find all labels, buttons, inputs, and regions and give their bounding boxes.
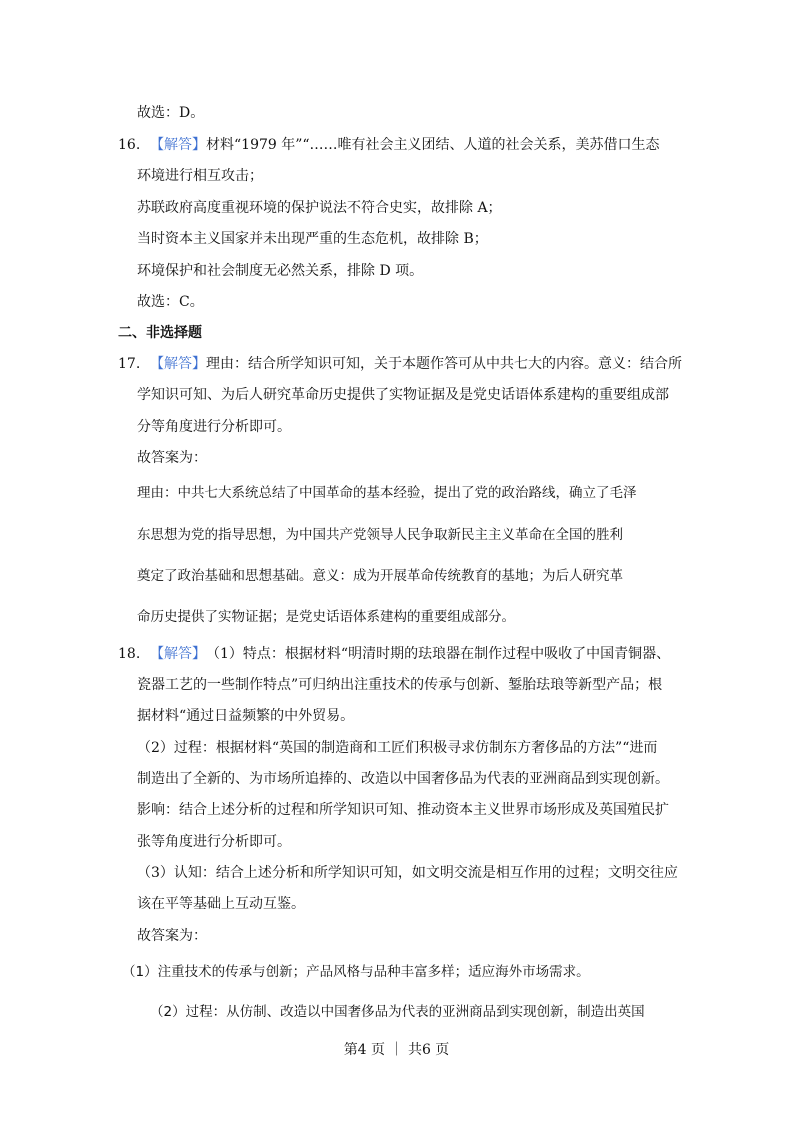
answer-line: 当时资本主义国家并未出现严重的生态危机，故排除 B； (137, 231, 488, 247)
answer-line: 影响：结合上述分析的过程和所学知识可知、推动资本主义世界市场形成及英国殖民扩 (137, 802, 669, 818)
answer-line: 瓷器工艺的一些制作特点”可归纳出注重技术的传承与创新、錾胎珐琅等新型产品；根 (137, 677, 663, 693)
answer-tag: 【解答】 (150, 356, 206, 372)
answer-line: 分等角度进行分析即可。 (137, 419, 291, 435)
answer-line: （1）特点：根据材料“明清时期的珐琅器在制作过程中吸收了中国青铜器、 (206, 646, 671, 662)
answer-line: 故选：D。 (137, 105, 205, 121)
answer-line: （3）认知：结合上述分析和所学知识可知，如文明交流是相互作用的过程；文明交往应 (137, 865, 678, 881)
answer-line: （1）注重技术的传承与创新；产品风格与品种丰富多样；适应海外市场需求。 (122, 964, 590, 980)
answer-line: 环境进行相互攻击； (137, 168, 263, 184)
answer-line: 苏联政府高度重视环境的保护说法不符合史实，故排除 A； (137, 200, 502, 216)
answer-tag: 【解答】 (150, 137, 206, 153)
answer-line: 故答案为： (137, 928, 207, 944)
question-number: 17. (118, 356, 141, 372)
answer-line: 制造出了全新的、为市场所追捧的、改造以中国奢侈品为代表的亚洲商品到实现创新。 (137, 771, 669, 787)
answer-line: 故答案为： (137, 450, 207, 466)
answer-line: 理由：结合所学知识可知，关于本题作答可从中共七大的内容。意义：结合所 (206, 356, 682, 372)
answer-line: 据材料“通过日益频繁的中外贸易。 (137, 708, 355, 724)
answer-line: 张等角度进行分析即可。 (137, 834, 291, 850)
answer-line: 学知识可知、为后人研究革命历史提供了实物证据及是党史话语体系建构的重要组成部 (137, 387, 669, 403)
answer-tag: 【解答】 (150, 646, 206, 662)
answer-line: 奠定了政治基础和思想基础。意义：成为开展革命传统教育的基地；为后人研究革 (137, 568, 623, 584)
question-number: 16. (118, 137, 141, 153)
page-footer: 第4 页 ｜ 共6 页 (343, 1042, 450, 1058)
answer-line: 东思想为党的指导思想，为中国共产党领导人民争取新民主主义革命在全国的胜利 (137, 527, 623, 543)
answer-line: 命历史提供了实物证据；是党史话语体系建构的重要组成部分。 (137, 609, 515, 625)
answer-line: 故选：C。 (137, 294, 204, 310)
answer-line: （2）过程：根据材料“英国的制造商和工匠们积极寻求仿制东方奢侈品的方法”“进而 (137, 740, 658, 756)
answer-line: 该在平等基础上互动互鉴。 (137, 896, 305, 912)
section-heading: 二、非选择题 (118, 325, 202, 341)
answer-line: 环境保护和社会制度无必然关系，排除 D 项。 (137, 263, 424, 279)
answer-line: 材料“1979 年”“……唯有社会主义团结、人道的社会关系，美苏借口生态 (206, 137, 660, 153)
answer-line: 理由：中共七大系统总结了中国革命的基本经验，提出了党的政治路线，确立了毛泽 (137, 485, 637, 501)
question-number: 18. (118, 646, 141, 662)
answer-line: （2）过程：从仿制、改造以中国奢侈品为代表的亚洲商品到实现创新，制造出英国 (150, 1004, 645, 1020)
